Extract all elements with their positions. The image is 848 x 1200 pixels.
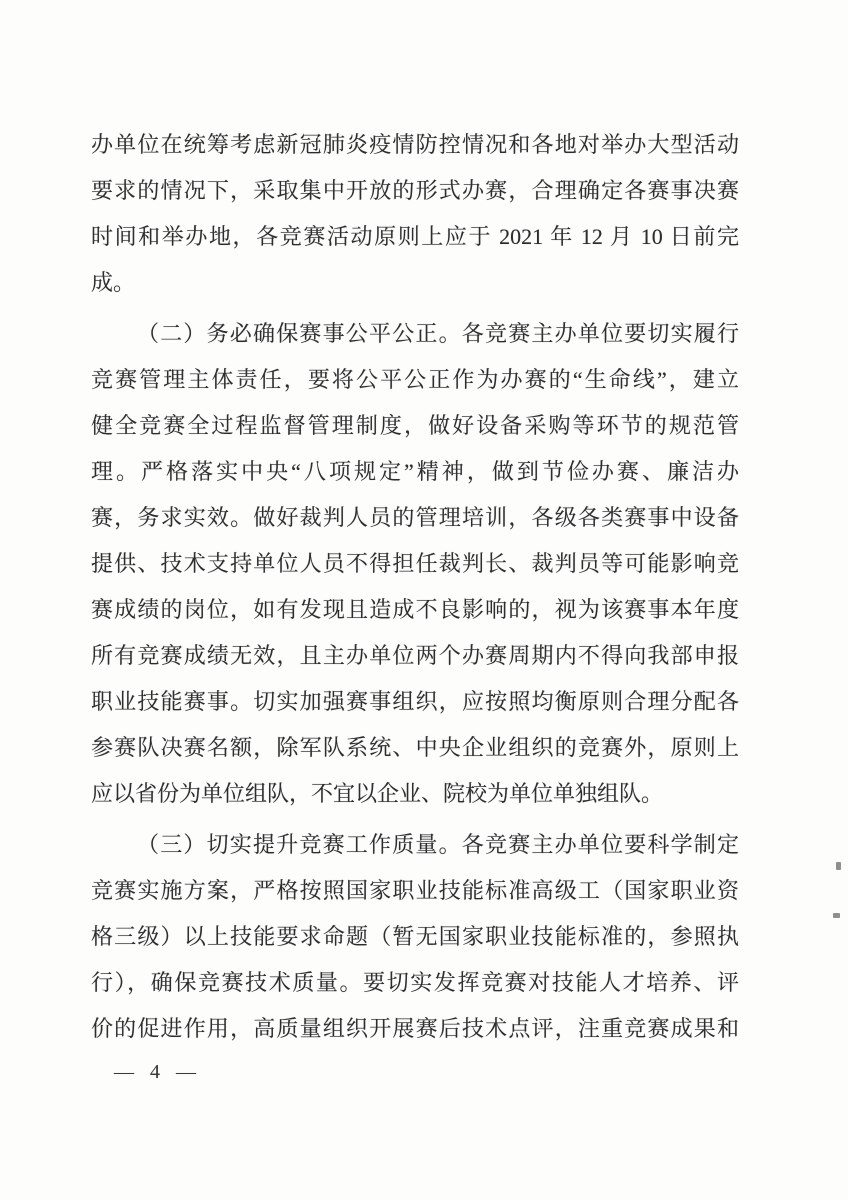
text-line: 赛成绩的岗位，如有发现且造成不良影响的，视为该赛事本年度 bbox=[91, 597, 739, 622]
text-line: 赛，务求实效。做好裁判人员的管理培训，各级各类赛事中设备 bbox=[91, 505, 739, 530]
text-line: 提供、技术支持单位人员不得担任裁判长、裁判员等可能影响竞 bbox=[91, 551, 739, 576]
text-line: 办单位在统筹考虑新冠肺炎疫情防控情况和各地对举办大型活动 bbox=[91, 132, 739, 157]
text-line: 时间和举办地，各竞赛活动原则上应于 2021 年 12 月 10 日前完 bbox=[91, 224, 739, 249]
text-line: 职业技能赛事。切实加强赛事组织，应按照均衡原则合理分配各 bbox=[91, 689, 739, 714]
text-line: 健全竞赛全过程监督管理制度，做好设备采购等环节的规范管 bbox=[91, 413, 739, 438]
text-line: 要求的情况下，采取集中开放的形式办赛，合理确定各赛事决赛 bbox=[91, 178, 739, 203]
text-line: 竞赛管理主体责任，要将公平公正作为办赛的“生命线”，建立 bbox=[91, 367, 739, 392]
paragraph-1 bbox=[91, 122, 739, 306]
text-line: （三）切实提升竞赛工作质量。各竞赛主办单位要科学制定 bbox=[137, 832, 739, 857]
scan-speck bbox=[836, 862, 841, 870]
text-line: 价的促进作用，高质量组织开展赛后技术点评，注重竞赛成果和 bbox=[91, 1016, 739, 1041]
text-line: 行），确保竞赛技术质量。要切实发挥竞赛对技能人才培养、评 bbox=[91, 970, 739, 995]
text-line: 成。 bbox=[91, 270, 136, 295]
scan-speck bbox=[833, 913, 840, 918]
text-line: 所有竞赛成绩无效，且主办单位两个办赛周期内不得向我部申报 bbox=[91, 643, 739, 668]
paragraph-3 bbox=[91, 822, 739, 1052]
page-number: — 4 — bbox=[114, 1061, 196, 1083]
text-line: 竞赛实施方案，严格按照国家职业技能标准高级工（国家职业资 bbox=[91, 878, 739, 903]
text-line: 参赛队决赛名额，除军队系统、中央企业组织的竞赛外，原则上 bbox=[91, 735, 739, 760]
paragraph-2 bbox=[91, 311, 739, 817]
text-line: 应以省份为单位组队，不宜以企业、院校为单位单独组队。 bbox=[91, 781, 664, 806]
text-line: （二）务必确保赛事公平公正。各竞赛主办单位要切实履行 bbox=[137, 321, 739, 346]
text-line: 格三级）以上技能要求命题（暂无国家职业技能标准的，参照执 bbox=[91, 924, 739, 949]
page-body-text bbox=[91, 122, 739, 1052]
page-footer bbox=[114, 1057, 196, 1087]
text-line: 理。严格落实中央“八项规定”精神，做到节俭办赛、廉洁办 bbox=[91, 459, 739, 484]
